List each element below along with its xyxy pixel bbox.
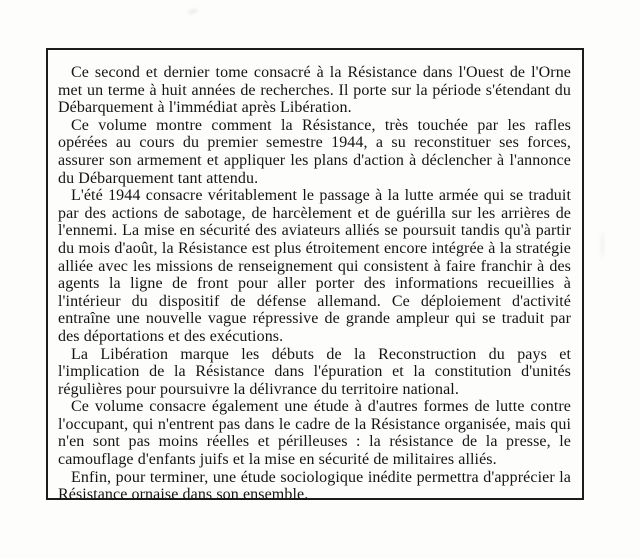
paragraph-other-struggles: Ce volume consacre également une étude à d'autres formes de lutte contre l'occupant, qui n'entrent pas dans le cadre de la Résistance organisée, mais qui n'en sont pas moins réelles et périlleuses : la résistance de la presse, le camouflage d'enfants juifs et la mise en sécurité de militaires alliés. (58, 398, 571, 469)
paragraph-intro: Ce second et dernier tome consacré à la Résistance dans l'Ouest de l'Orne met un terme à huit années de recherches. Il porte sur la période s'étendant du Débarquement à l'immédiat après Libération. (58, 64, 571, 117)
paragraph-volume-overview: Ce volume montre comment la Résistance, très touchée par les rafles opérées au cours du premier semestre 1944, a su reconstituer ses forces, assurer son armement et appliquer les plans d'action à déclencher à l'annonce du Débarquement tant attendu. (58, 116, 571, 187)
scan-artifact (601, 232, 604, 258)
paragraph-summer-1944: L'été 1944 consacre véritablement le passage à la lutte armée qui se traduit par des actions de sabotage, de harcèlement et de guérilla sur les arrières de l'ennemi. La mise en sécurité des aviateurs alliés se poursuit tandis qu'à partir du mois d'août, la Résistance est plus étroitement encore intégrée à la stratégie alliée avec les missions de renseignement qui consistent à faire franchir à des agents la ligne de front pour aller porter des informations recueillies à l'intérieur du dispositif de défense allemand. Ce déploiement d'activité entraîne une nouvelle vague répressive de grande ampleur qui se traduit par des déportations et des exécutions. (58, 187, 571, 345)
text-frame (46, 48, 584, 504)
paragraph-liberation: La Libération marque les débuts de la Reconstruction du pays et l'implication de la Résistance dans l'épuration et la constitution d'unités régulières pour poursuivre la délivrance du territoire national. (58, 345, 571, 398)
paragraph-conclusion: Enfin, pour terminer, une étude sociologique inédite permettra d'apprécier la Résistance ornaise dans son ensemble. (58, 468, 571, 504)
scan-artifact (188, 8, 198, 14)
